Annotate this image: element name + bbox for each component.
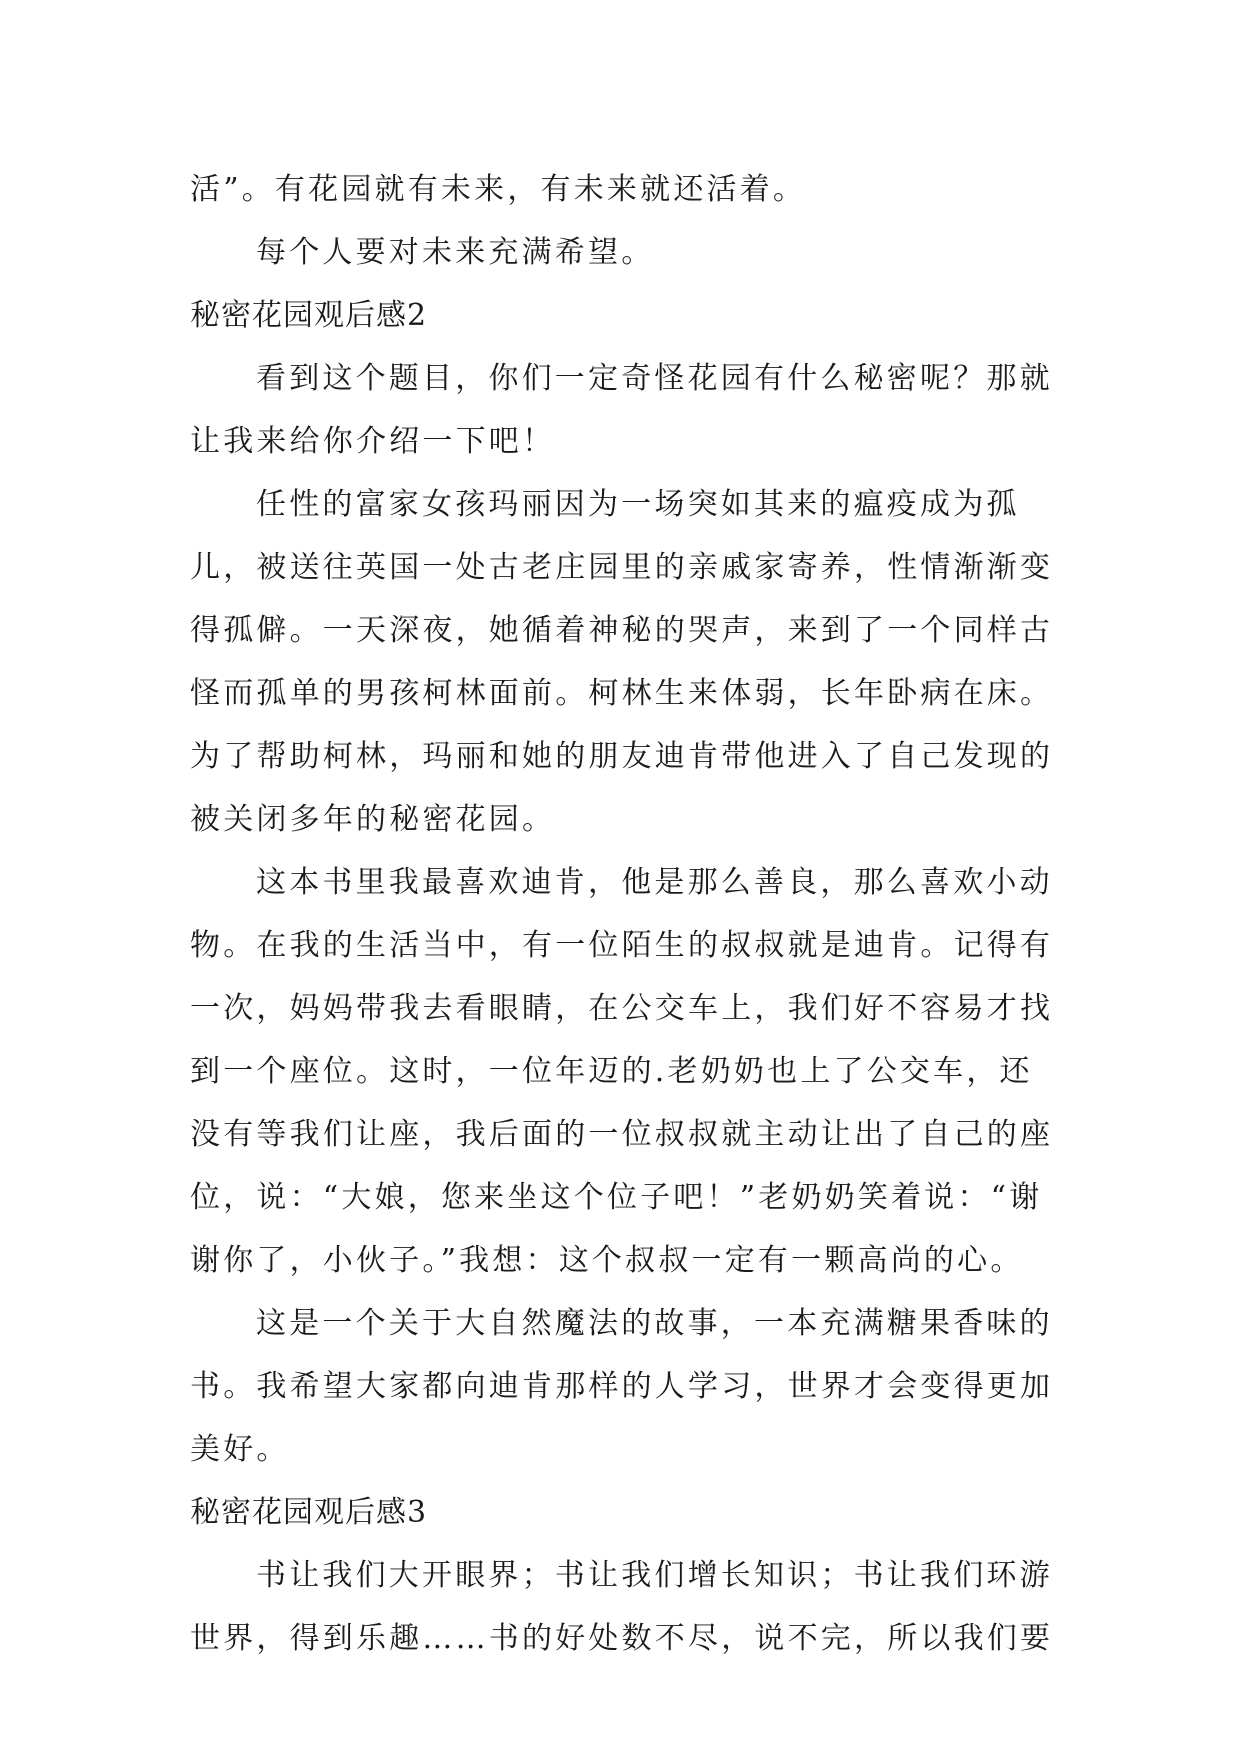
text-line: 物。在我的生活当中，有一位陌生的叔叔就是迪肯。记得有 <box>190 928 1054 963</box>
text-line: 任性的富家女孩玛丽因为一场突如其来的瘟疫成为孤 <box>256 487 1020 522</box>
text-line: 到一个座位。这时，一位年迈的.老奶奶也上了公交车，还 <box>190 1054 1033 1089</box>
section-heading: 秘密花园观后感2 <box>190 298 428 333</box>
text-line: 谢你了，小伙子。”我想：这个叔叔一定有一颗高尚的心。 <box>190 1243 1024 1278</box>
text-line: 一次，妈妈带我去看眼睛，在公交车上，我们好不容易才找 <box>190 991 1054 1026</box>
text-line: 这本书里我最喜欢迪肯，他是那么善良，那么喜欢小动 <box>256 865 1053 900</box>
text-line: 让我来给你介绍一下吧！ <box>190 424 556 459</box>
text-line: 美好。 <box>190 1432 290 1467</box>
text-line: 为了帮助柯林，玛丽和她的朋友迪肯带他进入了自己发现的 <box>190 739 1054 774</box>
section-heading: 秘密花园观后感3 <box>190 1495 428 1530</box>
text-line: 世界，得到乐趣……书的好处数不尽，说不完，所以我们要 <box>190 1621 1054 1656</box>
document-body <box>190 158 1066 1670</box>
text-line: 怪而孤单的男孩柯林面前。柯林生来体弱，长年卧病在床。 <box>190 676 1054 711</box>
text-line: 书。我希望大家都向迪肯那样的人学习，世界才会变得更加 <box>190 1369 1054 1404</box>
text-line: 这是一个关于大自然魔法的故事，一本充满糖果香味的 <box>256 1306 1053 1341</box>
text-line: 儿，被送往英国一处古老庄园里的亲戚家寄养，性情渐渐变 <box>190 550 1054 585</box>
text-line: 书让我们大开眼界；书让我们增长知识；书让我们环游 <box>256 1558 1053 1593</box>
text-line: 得孤僻。一天深夜，她循着神秘的哭声，来到了一个同样古 <box>190 613 1054 648</box>
text-line: 没有等我们让座，我后面的一位叔叔就主动让出了自己的座 <box>190 1117 1054 1152</box>
text-line: 活”。有花园就有未来，有未来就还活着。 <box>190 172 807 207</box>
text-line: 每个人要对未来充满希望。 <box>256 235 655 270</box>
text-line: 位，说：“大娘，您来坐这个位子吧！”老奶奶笑着说：“谢 <box>190 1180 1043 1215</box>
text-line: 看到这个题目，你们一定奇怪花园有什么秘密呢？那就 <box>256 361 1053 396</box>
text-line: 被关闭多年的秘密花园。 <box>190 802 556 837</box>
